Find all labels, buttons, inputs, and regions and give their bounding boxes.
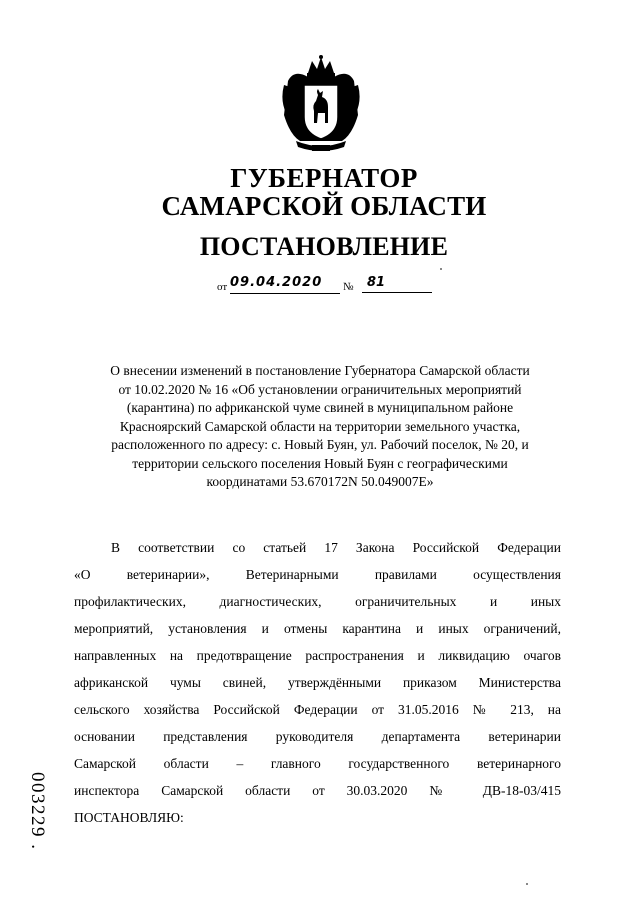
scan-speck <box>526 883 528 885</box>
subject-line: от 10.02.2020 № 16 «Об установлении ограничительных мероприятий <box>118 381 522 397</box>
subject-line: (карантина) по африканской чуме свиней в муниципальном районе <box>126 400 514 415</box>
body-line: инспектора Самарской области от 30.03.2020 № ДВ-18-03/415 <box>74 783 561 798</box>
number-prefix: № <box>343 281 354 293</box>
body-line: мероприятий, установления и отмены карантина и иных ограничений, <box>74 621 561 636</box>
registration-number: 003229 . <box>27 772 48 851</box>
issuer-title-line1: ГУБЕРНАТОР <box>230 163 418 193</box>
body-line: направленных на предотвращение распространения и ликвидацию очагов <box>74 648 561 663</box>
date-prefix: от <box>217 281 228 293</box>
subject-line: О внесении изменений в постановление Губернатора Самарской области <box>110 363 530 378</box>
subject-line: Красноярский Самарской области на территории земельного участка, <box>119 418 521 434</box>
coat-of-arms-icon <box>282 55 360 153</box>
subject-line: территории сельского поселения Новый Буян с географическими <box>132 455 508 471</box>
document-subject <box>70 362 570 492</box>
document-number: 81 <box>362 275 432 293</box>
body-line-decree: ПОСТАНОВЛЯЮ: <box>74 810 184 825</box>
document-body <box>74 534 561 831</box>
issuer-title-line2: САМАРСКОЙ ОБЛАСТИ <box>161 191 487 221</box>
scan-speck <box>440 268 442 270</box>
date-number-line <box>217 275 432 297</box>
body-line: «О ветеринарии», Ветеринарными правилами осуществления <box>74 567 561 582</box>
body-line: В соответствии со статьей 17 Закона Российской Федерации <box>111 540 561 555</box>
body-line: сельского хозяйства Российской Федерации от 31.05.2016 № 213, на <box>74 702 561 717</box>
subject-line: расположенного по адресу: с. Новый Буян, ул. Рабочий поселок, № 20, и <box>111 437 529 452</box>
body-line: основании представления руководителя департамента ветеринарии <box>74 729 561 744</box>
document-date: 09.04.2020 <box>230 275 340 294</box>
body-line: Самарской области – главного государственного ветеринарного <box>74 756 561 771</box>
body-line: африканской чумы свиней, утверждёнными приказом Министерства <box>74 675 561 690</box>
document-type: ПОСТАНОВЛЕНИЕ <box>199 232 449 261</box>
body-line: профилактических, диагностических, ограничительных и иных <box>74 594 561 609</box>
subject-line: координатами 53.670172N 50.049007E» <box>206 474 434 489</box>
